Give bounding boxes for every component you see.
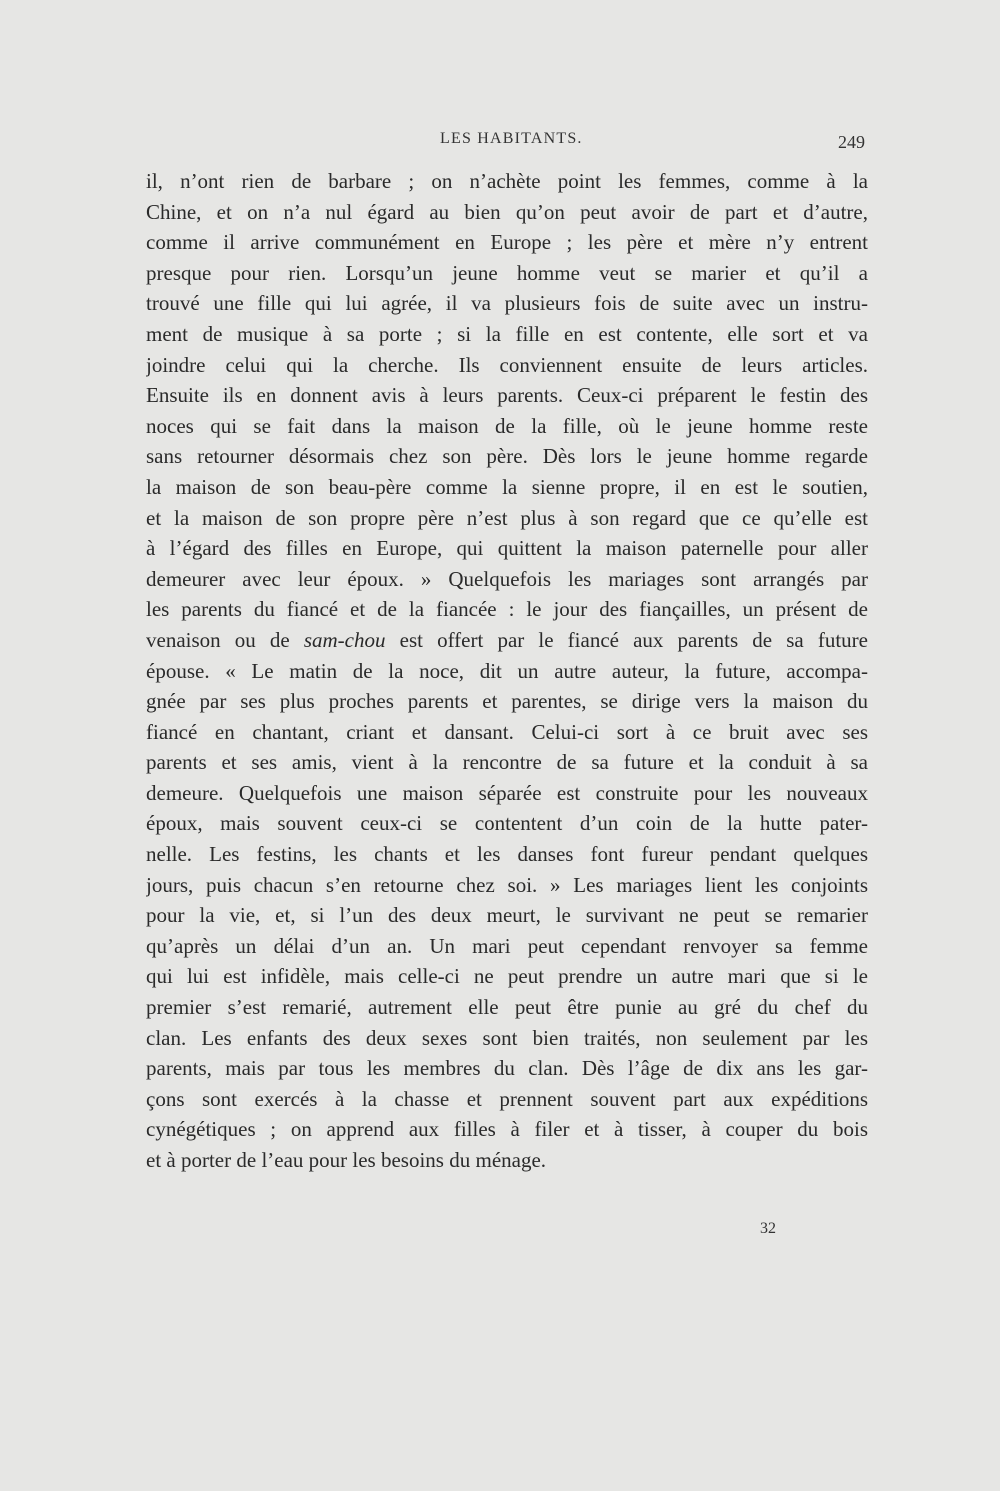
running-head bbox=[0, 130, 1000, 154]
text-line: parents et ses amis, vient à la rencontre de sa future et la conduit à sa bbox=[146, 750, 868, 775]
text-line: qu’après un délai d’un an. Un mari peut cependant renvoyer sa femme bbox=[146, 933, 868, 958]
text-line: cynégétiques ; on apprend aux filles à filer et à tisser, à couper du bois bbox=[146, 1117, 868, 1142]
text-line: les parents du fiancé et de la fiancée : le jour des fiançailles, un présent de bbox=[146, 597, 868, 622]
text-line: jours, puis chacun s’en retourne chez soi. » Les mariages lient les conjoints bbox=[146, 872, 868, 897]
text-line: comme il arrive communément en Europe ; les père et mère n’y entrent bbox=[146, 230, 868, 255]
text-line: Ensuite ils en donnent avis à leurs parents. Ceux-ci préparent le festin des bbox=[146, 383, 868, 408]
text-line: noces qui se fait dans la maison de la fille, où le jeune homme reste bbox=[146, 413, 868, 438]
text-line: clan. Les enfants des deux sexes sont bien traités, non seulement par les bbox=[146, 1025, 868, 1050]
text-line: joindre celui qui la cherche. Ils conviennent ensuite de leurs articles. bbox=[146, 352, 868, 377]
text-line: premier s’est remarié, autrement elle peut être punie au gré du chef du bbox=[146, 995, 868, 1020]
text-line: qui lui est infidèle, mais celle-ci ne peut prendre un autre mari que si le bbox=[146, 964, 868, 989]
text-line: parents, mais par tous les membres du clan. Dès l’âge de dix ans les gar- bbox=[146, 1056, 868, 1081]
signature-mark: 32 bbox=[760, 1220, 776, 1237]
text-line: demeurer avec leur époux. » Quelquefois les mariages sont arrangés par bbox=[146, 566, 868, 591]
text-line: gnée par ses plus proches parents et parentes, se dirige vers la maison du bbox=[146, 689, 868, 714]
body-text bbox=[146, 166, 868, 1176]
text-line: et la maison de son propre père n’est plus à son regard que ce qu’elle est bbox=[146, 505, 868, 530]
text-line: ment de musique à sa porte ; si la fille en est contente, elle sort et va bbox=[146, 321, 868, 346]
text-line: époux, mais souvent ceux-ci se contentent d’un coin de la hutte pater- bbox=[146, 811, 868, 836]
text-line: demeure. Quelquefois une maison séparée est construite pour les nouveaux bbox=[146, 780, 868, 805]
text-line: presque pour rien. Lorsqu’un jeune homme veut se marier et qu’il a bbox=[146, 260, 868, 285]
text-line: nelle. Les festins, les chants et les danses font fureur pendant quelques bbox=[146, 842, 868, 867]
text-line: trouvé une fille qui lui agrée, il va plusieurs fois de suite avec un instru- bbox=[146, 291, 868, 316]
text-line: pour la vie, et, si l’un des deux meurt, le survivant ne peut se remarier bbox=[146, 903, 868, 928]
text-line: venaison ou de sam-chou est offert par le fiancé aux parents de sa future bbox=[146, 627, 868, 652]
text-line: à l’égard des filles en Europe, qui quittent la maison paternelle pour aller bbox=[146, 536, 868, 561]
page-number: 249 bbox=[838, 132, 865, 152]
text-line: sans retourner désormais chez son père. Dès lors le jeune homme regarde bbox=[146, 444, 868, 469]
text-line: fiancé en chantant, criant et dansant. Celui-ci sort à ce bruit avec ses bbox=[146, 719, 868, 744]
text-line: et à porter de l’eau pour les besoins du ménage. bbox=[146, 1148, 547, 1172]
text-line: épouse. « Le matin de la noce, dit un autre auteur, la future, accompa- bbox=[146, 658, 868, 683]
running-title: LES HABITANTS. bbox=[440, 130, 583, 147]
text-line: la maison de son beau-père comme la sienne propre, il en est le soutien, bbox=[146, 474, 868, 499]
text-line: il, n’ont rien de barbare ; on n’achète point les femmes, comme à la bbox=[146, 169, 868, 193]
text-line: Chine, et on n’a nul égard au bien qu’on peut avoir de part et d’autre, bbox=[146, 199, 868, 224]
text-line: çons sont exercés à la chasse et prennent souvent part aux expéditions bbox=[146, 1086, 868, 1111]
